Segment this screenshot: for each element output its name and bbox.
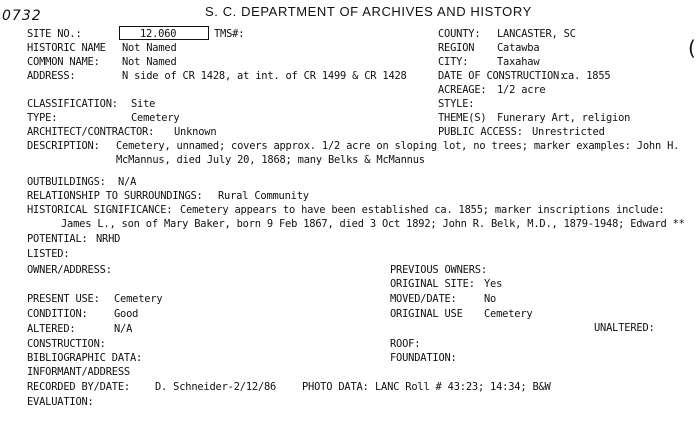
altered-label: ALTERED: xyxy=(27,323,76,335)
themes-label: THEME(S) xyxy=(438,112,487,124)
address-label: ADDRESS: xyxy=(27,70,76,82)
site-no-value: 12.060 xyxy=(140,28,177,40)
outbuildings-value: N/A xyxy=(118,176,137,188)
address-value: N side of CR 1428, at int. of CR 1499 & CR 1428 xyxy=(122,70,407,82)
significance-label: HISTORICAL SIGNIFICANCE: xyxy=(27,204,173,216)
photo-data-label: PHOTO DATA: xyxy=(302,381,369,393)
potential-label: POTENTIAL: xyxy=(27,233,88,245)
region-label: REGION xyxy=(438,42,475,54)
altered-value: N/A xyxy=(114,323,133,335)
acreage-label: ACREAGE: xyxy=(438,84,487,96)
region-value: Catawba xyxy=(497,42,540,54)
type-value: Cemetery xyxy=(131,112,180,124)
architect-label: ARCHITECT/CONTRACTOR: xyxy=(27,126,155,138)
relationship-value: Rural Community xyxy=(218,190,309,202)
original-site-label: ORIGINAL SITE: xyxy=(390,278,475,290)
unaltered-label: UNALTERED: xyxy=(594,322,655,334)
roof-label: ROOF: xyxy=(390,338,421,350)
architect-value: Unknown xyxy=(174,126,217,138)
present-use-value: Cemetery xyxy=(114,293,163,305)
style-label: STYLE: xyxy=(438,98,475,110)
relationship-label: RELATIONSHIP TO SURROUNDINGS: xyxy=(27,190,203,202)
handwritten-doc-number: 0732 xyxy=(2,8,42,24)
foundation-label: FOUNDATION: xyxy=(390,352,457,364)
historic-name-value: Not Named xyxy=(122,42,177,54)
significance-line-1: Cemetery appears to have been established ca. 1855; marker inscriptions include: xyxy=(180,204,665,216)
common-name-value: Not Named xyxy=(122,56,177,68)
city-value: Taxahaw xyxy=(497,56,540,68)
outbuildings-label: OUTBUILDINGS: xyxy=(27,176,106,188)
potential-value: NRHD xyxy=(96,233,121,245)
owner-address-label: OWNER/ADDRESS: xyxy=(27,264,112,276)
present-use-label: PRESENT USE: xyxy=(27,293,100,305)
moved-date-value: No xyxy=(484,293,497,305)
historic-name-label: HISTORIC NAME xyxy=(27,42,106,54)
original-site-value: Yes xyxy=(484,278,503,290)
description-label: DESCRIPTION: xyxy=(27,140,100,152)
city-label: CITY: xyxy=(438,56,469,68)
condition-label: CONDITION: xyxy=(27,308,88,320)
public-access-label: PUBLIC ACCESS: xyxy=(438,126,523,138)
public-access-value: Unrestricted xyxy=(532,126,605,138)
recorded-by-label: RECORDED BY/DATE: xyxy=(27,381,130,393)
page-title: S. C. DEPARTMENT OF ARCHIVES AND HISTORY xyxy=(205,4,532,19)
county-value: LANCASTER, SC xyxy=(497,28,576,40)
informant-address-label: INFORMANT/ADDRESS xyxy=(27,366,130,378)
moved-date-label: MOVED/DATE: xyxy=(390,293,457,305)
date-of-construction-value: ca. 1855 xyxy=(562,70,611,82)
condition-value: Good xyxy=(114,308,139,320)
classification-value: Site xyxy=(131,98,156,110)
original-use-label: ORIGINAL USE xyxy=(390,308,463,320)
significance-line-2: James L., son of Mary Baker, born 9 Feb 1867, died 3 Oct 1892; John R. Belk, M.D., 1879-1948; Edward ** xyxy=(61,218,685,230)
evaluation-label: EVALUATION: xyxy=(27,396,94,408)
bibliographic-data-label: BIBLIOGRAPHIC DATA: xyxy=(27,352,143,364)
construction-label: CONSTRUCTION: xyxy=(27,338,106,350)
date-of-construction-label: DATE OF CONSTRUCTION: xyxy=(438,70,566,82)
description-line-2: McMannus, died July 20, 1868; many Belks & McMannus xyxy=(116,154,425,166)
previous-owners-label: PREVIOUS OWNERS: xyxy=(390,264,487,276)
photo-data-value: LANC Roll # 43:23; 14:34; B&W xyxy=(375,381,551,393)
tms-label: TMS#: xyxy=(214,28,245,40)
classification-label: CLASSIFICATION: xyxy=(27,98,118,110)
margin-mark: ( xyxy=(688,36,696,60)
acreage-value: 1/2 acre xyxy=(497,84,546,96)
recorded-by-value: D. Schneider-2/12/86 xyxy=(155,381,277,393)
common-name-label: COMMON NAME: xyxy=(27,56,100,68)
themes-value: Funerary Art, religion xyxy=(497,112,631,124)
site-no-label: SITE NO.: xyxy=(27,28,82,40)
original-use-value: Cemetery xyxy=(484,308,533,320)
county-label: COUNTY: xyxy=(438,28,481,40)
type-label: TYPE: xyxy=(27,112,58,124)
listed-label: LISTED: xyxy=(27,248,70,260)
description-line-1: Cemetery, unnamed; covers approx. 1/2 acre on sloping lot, no trees; marker examples: John H. xyxy=(116,140,680,152)
